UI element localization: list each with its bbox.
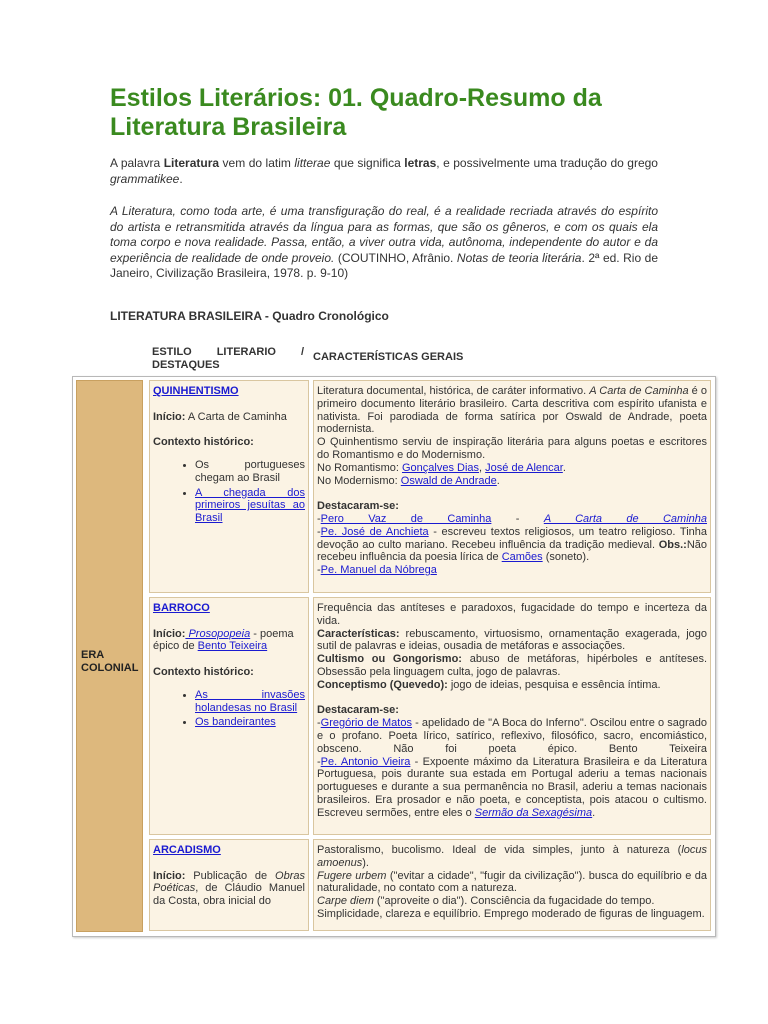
prosopopeia-link[interactable]: Prosopopeia <box>185 627 251 640</box>
style-cell-quinhentismo <box>149 380 309 593</box>
column-header-features: CARACTERÍSTICAS GERAIS <box>313 351 464 363</box>
sermao-link[interactable]: Sermão da Sexagésima <box>474 806 593 819</box>
era-cell <box>76 380 143 932</box>
context-list <box>153 459 305 525</box>
highlights-label: Destacaram-se: <box>317 500 399 513</box>
arcadismo-link[interactable]: ARCADISMO <box>153 844 221 856</box>
page-title: Estilos Literários: 01. Quadro-Resumo da Literatura Brasileira <box>110 84 602 141</box>
list-item[interactable]: • As invasões holandesas no Brasil <box>195 689 305 715</box>
list-item[interactable]: • Os bandeirantes <box>195 716 305 729</box>
vieira-link[interactable]: Pe. Antonio Vieira <box>320 755 411 768</box>
intro-paragraph: A palavra Literatura vem do latim litterae que significa letras, e possivelmente uma tradução do grego grammatikee. <box>110 156 658 186</box>
jose-de-alencar-link[interactable]: José de Alencar <box>485 461 563 474</box>
context-label: Contexto histórico: <box>153 436 254 449</box>
gregorio-link[interactable]: Gregório de Matos <box>320 717 412 730</box>
start-info: Início: A Carta de Caminha <box>153 410 287 423</box>
quote-paragraph: A Literatura, como toda arte, é uma transfiguração do real, é a realidade recriada através do espírito do artista e retransmitida através da língua para as formas, que são os gêneros, e com os quais ela toma corpo e nova realidade. Passa, então, a viver outra vida, autônoma, independente do autor e da experiência de realidade de onde proveio. (COUTINHO, Afrânio. Notas de teoria literária. 2ª ed. Rio de Janeiro, Civilização Brasileira, 1978. p. 9-10) <box>110 204 658 280</box>
style-cell-barroco <box>149 597 309 835</box>
list-item: • Os portugueses chegam ao Brasil <box>195 459 305 485</box>
start-info: Início: Prosopopeia - poema épico de Bento Teixeira <box>153 627 294 653</box>
oswald-de-andrade-link[interactable]: Oswald de Andrade <box>400 474 497 487</box>
quinhentismo-link[interactable]: QUINHENTISMO <box>153 385 239 397</box>
pero-vaz-link[interactable]: Pero Vaz de Caminha <box>320 512 492 525</box>
features-cell-quinhentismo: Literatura documental, histórica, de caráter informativo. A Carta de Caminha é o primeiro documento literário brasileiro. Carta descritiva com espírito ufanista e nativista. Foi parodiada de forma satírica por Oswald de Andrade, poeta modernista. O Quinhentismo serviu de inspiração literária para alguns poetas e escritores do Romantismo e do Modernismo. No Romantismo: Gonçalves Dias, José de Alencar. No Modernismo: Oswald de Andrade. Destacaram-se: -Pero Vaz de Caminha - A Carta de Caminha -Pe. José de Anchieta - escreveu textos religiosos, um teatro religioso. Tinha devoção ao culto mariano. Recebeu influência da tradição medieval. Obs.:Não recebeu influência da poesia lírica de Camões (soneto). -Pe. Manuel da Nóbrega <box>313 380 711 593</box>
chronology-table <box>72 376 716 937</box>
anchieta-link[interactable]: Pe. José de Anchieta <box>320 525 429 538</box>
context-list <box>153 689 305 729</box>
list-item[interactable]: • A chegada dos primeiros jesuítas ao Brasil <box>195 487 305 525</box>
bento-teixeira-link[interactable]: Bento Teixeira <box>197 640 268 653</box>
goncalves-dias-link[interactable]: Gonçalves Dias <box>401 461 480 474</box>
section-title: LITERATURA BRASILEIRA - Quadro Cronológico <box>110 309 389 323</box>
column-header-style: ESTILO LITERARIO / DESTAQUES <box>152 346 304 371</box>
features-cell-barroco: Frequência das antíteses e paradoxos, fugacidade do tempo e incerteza da vida. Características: rebuscamento, virtuosismo, ornamentação exagerada, jogo sutil de palavras e ideias, ousadia de metáforas e associações. Cultismo ou Gongorismo: abuso de metáforas, hipérboles e antíteses. Obsessão pela linguagem culta, jogo de palavras. Conceptismo (Quevedo): jogo de ideias, pesquisa e essência íntima. Destacaram-se: -Gregório de Matos - apelidado de "A Boca do Inferno". Oscilou entre o sagrado e o profano. Poeta lírico, satírico, reflexivo, filosófico, sacro, encomiástico, obsceno. Não foi poeta épico. Bento Teixeira -Pe. Antonio Vieira - Expoente máximo da Literatura Brasileira e da Literatura Portuguesa, pois durante sua estada em Portugal aderiu a temas nacionais portugueses e durante a sua permanência no Brasil, aderiu a temas nacionais brasileiros. Era prosador e não poeta, e conceptista, pois atacou o cultismo. Escreveu sermões, entre eles o Sermão da Sexagésima. <box>313 597 711 835</box>
nobrega-link[interactable]: Pe. Manuel da Nóbrega <box>320 564 437 577</box>
features-cell-arcadismo: Pastoralismo, bucolismo. Ideal de vida simples, junto à natureza (locus amoenus). Fugere urbem ("evitar a cidade", "fugir da civilização"). busca do equilíbrio e da naturalidade, no contato com a natureza. Carpe diem ("aproveite o dia"). Consciência da fugacidade do tempo. Simplicidade, clareza e equilíbrio. Emprego moderado de figuras de linguagem. <box>313 839 711 931</box>
style-cell-arcadismo <box>149 839 309 931</box>
camoes-link[interactable]: Camões <box>501 551 543 564</box>
highlights-label: Destacaram-se: <box>317 704 399 717</box>
context-label: Contexto histórico: <box>153 665 254 678</box>
barroco-link[interactable]: BARROCO <box>153 602 210 614</box>
era-label: ERA COLONIAL <box>81 649 139 674</box>
start-info: Início: Publicação de Obras Poéticas, de Cláudio Manuel da Costa, obra inicial do <box>153 869 305 908</box>
carta-caminha-link[interactable]: A Carta de Caminha <box>543 512 707 525</box>
